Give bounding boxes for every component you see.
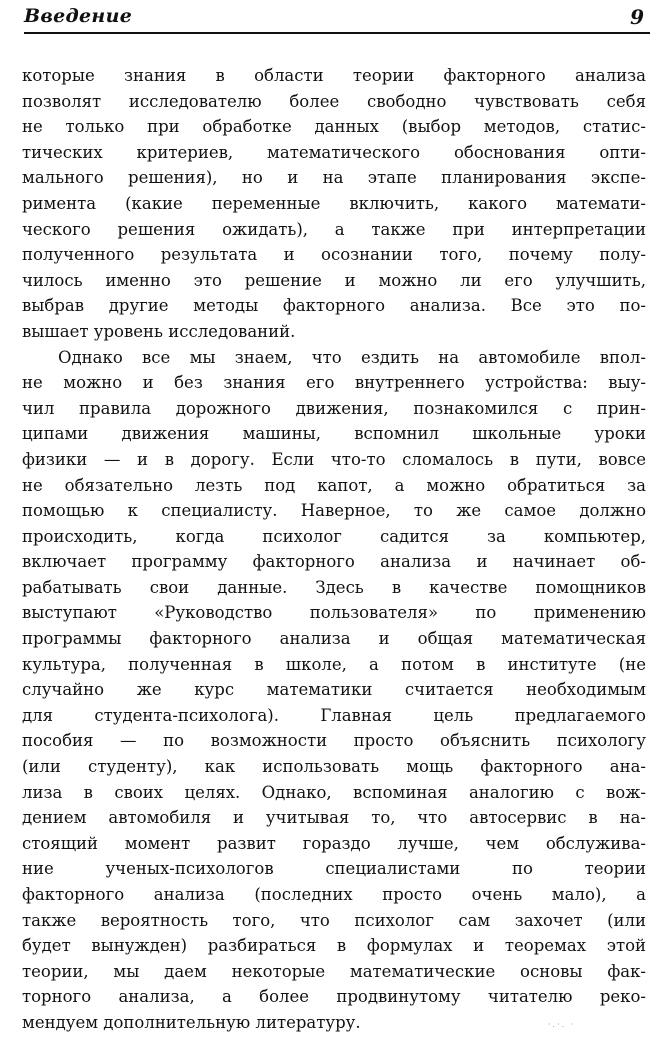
text-line: выбрав другие методы факторного анализа. Все это по- [22, 296, 646, 316]
text-line: не можно и без знания его внутреннего устройства: выу- [22, 373, 646, 393]
paragraph [22, 63, 646, 345]
text-line: (или студенту), как использовать мощь факторного ана- [22, 757, 646, 777]
text-line: тических критериев, математического обоснования опти- [22, 142, 646, 162]
text-line: ципами движения машины, вспомнил школьные уроки [22, 424, 646, 444]
text-line: Однако все мы знаем, что ездить на автомобиле впол- [58, 347, 646, 367]
text-line: стоящий момент развит гораздо лучше, чем обслужива- [22, 833, 646, 853]
text-line: позволят исследователю более свободно чувствовать себя [22, 91, 646, 111]
text-line: которые знания в области теории факторного анализа [22, 66, 646, 85]
text-line: не обязательно лезть под капот, а можно обратиться за [22, 475, 646, 495]
text-line: происходить, когда психолог садится за компьютер, [22, 526, 646, 546]
text-line: также вероятность того, что психолог сам захочет (или [22, 910, 646, 930]
text-line: не только при обработке данных (выбор методов, статис- [22, 117, 646, 137]
text-line: для студента-психолога). Главная цель предлагаемого [22, 705, 646, 725]
text-line: дением автомобиля и учитывая то, что автосервис в на- [22, 808, 646, 828]
chapter-title: Введение [24, 5, 133, 27]
text-line: теории, мы даем некоторые математические основы фак- [22, 961, 646, 981]
text-line: физики — и в дорогу. Если что-то сломалось в пути, вовсе [22, 449, 646, 469]
text-line: программы факторного анализа и общая математическая [22, 629, 646, 649]
text-line: культура, полученная в школе, а потом в институте (не [22, 654, 646, 674]
text-line: мального решения), но и на этапе планирования экспе- [22, 168, 646, 188]
body-text [22, 63, 646, 1036]
text-line: будет вынужден) разбираться в формулах и теоремах этой [22, 936, 646, 956]
text-line: выступают «Руководство пользователя» по применению [22, 603, 646, 623]
running-header [24, 2, 650, 34]
text-line: ческого решения ожидать), а также при интерпретации [22, 219, 646, 239]
page-number: 9 [630, 5, 644, 29]
text-line: чилось именно это решение и можно ли его улучшить, [22, 270, 646, 290]
text-line: вышает уровень исследований. [22, 321, 296, 341]
text-line: включает программу факторного анализа и начинает об- [22, 552, 646, 572]
paragraph [22, 345, 646, 1036]
text-line: мендуем дополнительную литературу. [22, 1012, 361, 1032]
text-line: римента (какие переменные включить, какого математи- [22, 193, 646, 213]
scan-speck: ·.·. · [548, 1020, 576, 1029]
text-line: рабатывать свои данные. Здесь в качестве помощников [22, 577, 646, 597]
text-line: ние ученых-психологов специалистами по теории [22, 859, 646, 879]
text-line: полученного результата и осознании того, почему полу- [22, 245, 646, 265]
text-line: случайно же курс математики считается необходимым [22, 680, 646, 700]
text-line: помощью к специалисту. Наверное, то же самое должно [22, 501, 646, 521]
text-line: лиза в своих целях. Однако, вспоминая аналогию с вож- [22, 782, 646, 802]
text-line: пособия — по возможности просто объяснить психологу [22, 731, 646, 751]
text-line: факторного анализа (последних просто очень мало), а [22, 885, 646, 904]
text-line: чил правила дорожного движения, познакомился с прин- [22, 398, 646, 418]
text-line: торного анализа, а более продвинутому читателю реко- [22, 987, 646, 1007]
